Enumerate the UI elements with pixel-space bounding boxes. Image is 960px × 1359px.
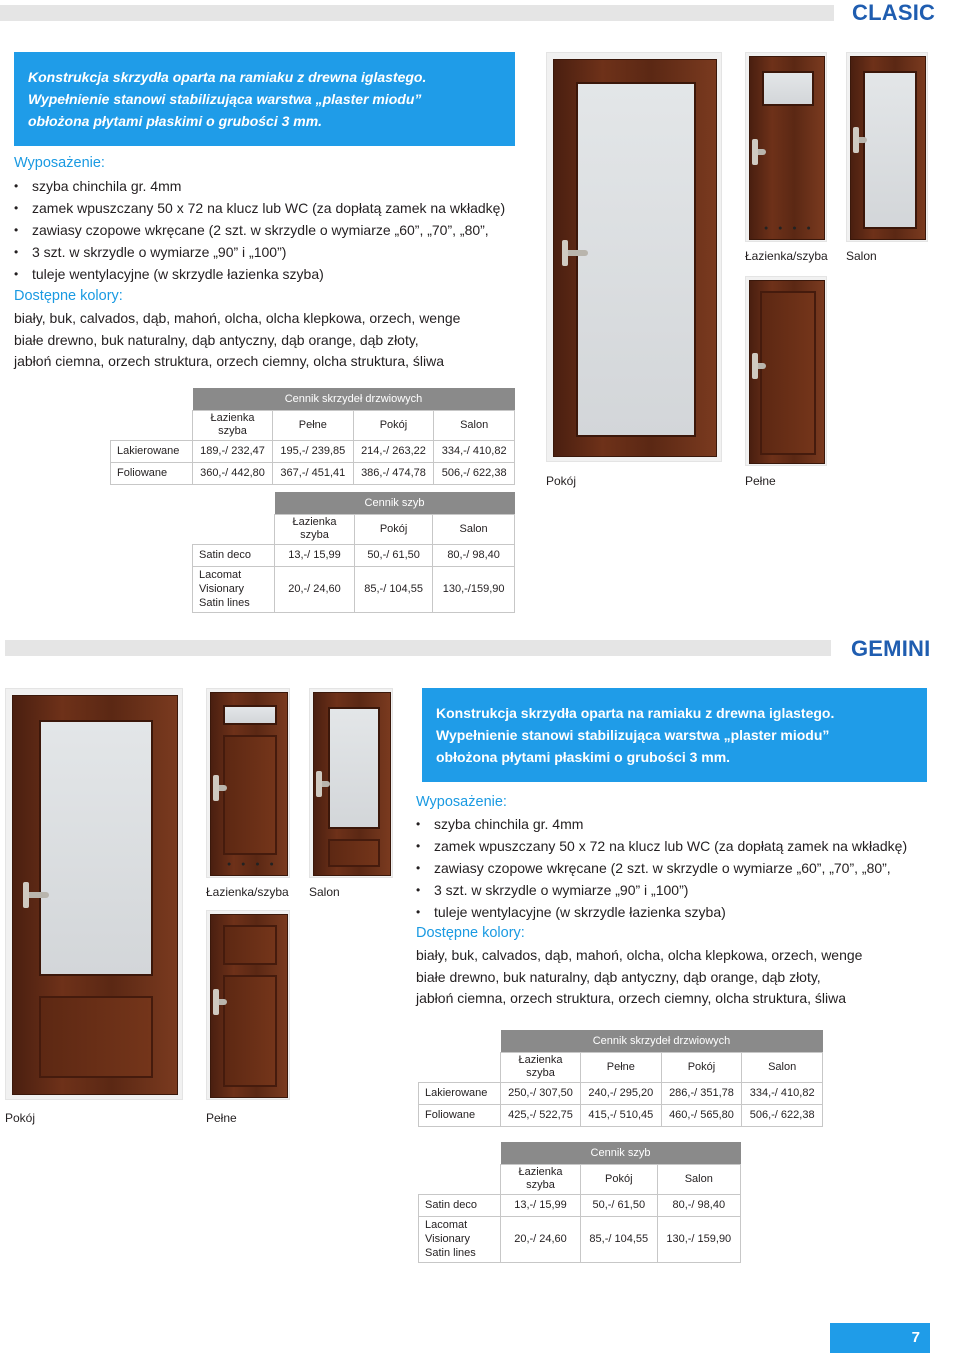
door-handle-icon — [213, 785, 227, 791]
table-cell: 50,-/ 61,50 — [355, 544, 433, 566]
column-header: Łazienka szyba — [275, 514, 355, 544]
clasic-colors — [14, 308, 524, 373]
table-cell: 214,-/ 263,22 — [353, 440, 434, 462]
table-row — [419, 1104, 823, 1126]
clasic-intro-line: obłożona płytami płaskimi o grubości 3 mm. — [28, 113, 323, 129]
clasic-door-photo-salon — [846, 52, 928, 242]
caption-pelne: Pełne — [745, 474, 776, 488]
door-image — [313, 692, 391, 876]
page-number: 7 — [830, 1323, 930, 1353]
clasic-door-photo-lazienka — [745, 52, 827, 242]
table-row — [111, 462, 515, 484]
list-item: • szyba chinchila gr. 4mm — [14, 175, 524, 197]
table-cell: 415,-/ 510,45 — [581, 1104, 662, 1126]
glass-pane — [223, 705, 277, 725]
list-item: • szyba chinchila gr. 4mm — [416, 813, 936, 835]
table-cell: 80,-/ 98,40 — [433, 544, 515, 566]
clasic-door-photo-pokoj — [546, 52, 722, 462]
door-handle-icon — [853, 137, 867, 143]
column-header: Salon — [433, 514, 515, 544]
caption-salon: Salon — [309, 885, 340, 899]
vent-icon: ● ● ● ● — [227, 861, 278, 868]
door-panel — [223, 975, 277, 1087]
row-label: Lakierowane — [419, 1082, 501, 1104]
table-caption: Cennik skrzydeł drzwiowych — [193, 388, 515, 410]
table-row — [193, 566, 515, 612]
caption-pokoj: Pokój — [5, 1111, 36, 1125]
column-header: Salon — [742, 1052, 823, 1082]
row-label: Foliowane — [111, 462, 193, 484]
list-item-cont: • 3 szt. w skrzydle o wymiarze „90” i „100”) — [416, 879, 936, 901]
table-cell: 334,-/ 410,82 — [434, 440, 515, 462]
table-cell: 334,-/ 410,82 — [742, 1082, 823, 1104]
table-cell: 506,-/ 622,38 — [434, 462, 515, 484]
column-header: Pełne — [581, 1052, 662, 1082]
colors-line: białe drewno, buk naturalny, dąb antyczny, dąb orange, dąb złoty, — [416, 968, 821, 985]
table-cell: 240,-/ 295,20 — [581, 1082, 662, 1104]
list-item: • zawiasy czopowe wkręcane (2 szt. w skrzydle o wymiarze „60”, „70”, „80”, — [14, 219, 524, 241]
table-cell: 360,-/ 442,80 — [193, 462, 273, 484]
list-item-cont: • 3 szt. w skrzydle o wymiarze „90” i „100”) — [14, 241, 524, 263]
row-label: Foliowane — [419, 1104, 501, 1126]
column-header: Pokój — [355, 514, 433, 544]
gemini-title: GEMINI — [851, 636, 931, 661]
clasic-colors-heading: Dostępne kolory: — [14, 288, 123, 304]
door-image — [12, 695, 178, 1095]
door-image — [210, 692, 288, 876]
table-cell: 250,-/ 307,50 — [501, 1082, 581, 1104]
gemini-colors-heading: Dostępne kolory: — [416, 925, 525, 941]
glass-pane — [328, 707, 380, 829]
door-handle-icon — [752, 149, 766, 155]
table-cell: 130,-/159,90 — [433, 566, 515, 612]
door-image — [749, 280, 825, 464]
clasic-intro-line: Wypełnienie stanowi stabilizująca warstwa „plaster miodu” — [28, 91, 422, 107]
table-caption: Cennik szyb — [501, 1142, 741, 1164]
colors-line: białe drewno, buk naturalny, dąb antyczny, dąb orange, dąb złoty, — [14, 331, 419, 348]
gemini-intro-line: obłożona płytami płaskimi o grubości 3 mm. — [436, 749, 731, 765]
table-cell: 20,-/ 24,60 — [275, 566, 355, 612]
caption-pokoj: Pokój — [546, 474, 577, 488]
row-label: Satin deco — [419, 1194, 501, 1216]
clasic-title: CLASIC — [852, 0, 936, 25]
gemini-equipment-list — [416, 813, 936, 923]
divider-bar — [5, 640, 831, 656]
list-item: • zawiasy czopowe wkręcane (2 szt. w skrzydle o wymiarze „60”, „70”, „80”, — [416, 857, 936, 879]
door-handle-icon — [752, 363, 766, 369]
door-handle-icon — [316, 781, 330, 787]
column-header: Pokój — [661, 1052, 742, 1082]
door-image — [553, 59, 717, 457]
caption-lazienka: Łazienka/szyba — [206, 885, 289, 899]
glass-pane — [762, 71, 814, 106]
gemini-equipment-heading: Wyposażenie: — [416, 794, 507, 810]
table-cell: 286,-/ 351,78 — [661, 1082, 742, 1104]
table-caption: Cennik szyb — [275, 492, 515, 514]
column-header: Pokój — [353, 410, 434, 440]
glass-pane — [576, 82, 696, 437]
column-header: Salon — [434, 410, 515, 440]
column-header: Salon — [657, 1164, 740, 1194]
table-row — [419, 1082, 823, 1104]
column-header: Łazienka szyba — [193, 410, 273, 440]
table-cell: 85,-/ 104,55 — [581, 1216, 658, 1262]
list-item: • tuleje wentylacyjne (w skrzydle łazienka szyba) — [14, 263, 524, 285]
row-label: Lacomat Visionary Satin lines — [193, 566, 275, 612]
door-panel — [760, 291, 816, 455]
gemini-door-photo-pelne — [206, 910, 290, 1100]
door-handle-icon — [213, 999, 227, 1005]
gemini-door-photo-salon — [309, 688, 393, 878]
door-panel — [223, 735, 277, 855]
table-cell: 130,-/ 159,90 — [657, 1216, 740, 1262]
table-cell: 20,-/ 24,60 — [501, 1216, 581, 1262]
table-cell: 367,-/ 451,41 — [273, 462, 354, 484]
door-panel — [223, 925, 277, 965]
glass-pane — [39, 720, 153, 976]
vent-icon: ● ● ● ● — [764, 225, 815, 232]
clasic-intro-line: Konstrukcja skrzydła oparta na ramiaku z drewna iglastego. — [28, 69, 427, 85]
clasic-equipment-list — [14, 175, 524, 285]
table-cell: 50,-/ 61,50 — [581, 1194, 658, 1216]
door-handle-icon — [23, 892, 49, 898]
gemini-colors — [416, 945, 936, 1010]
table-cell: 425,-/ 522,75 — [501, 1104, 581, 1126]
table-caption: Cennik skrzydeł drzwiowych — [501, 1030, 823, 1052]
column-header: Pokój — [581, 1164, 658, 1194]
table-cell: 80,-/ 98,40 — [657, 1194, 740, 1216]
colors-line: jabłoń ciemna, orzech struktura, orzech ciemny, olcha struktura, śliwa — [14, 353, 445, 369]
table-cell: 460,-/ 565,80 — [661, 1104, 742, 1126]
caption-salon: Salon — [846, 249, 877, 263]
door-panel — [39, 996, 153, 1078]
table-row — [419, 1194, 741, 1216]
clasic-intro-box — [14, 52, 515, 146]
table-cell: 189,-/ 232,47 — [193, 440, 273, 462]
door-handle-icon — [562, 250, 588, 256]
gemini-intro-box — [422, 688, 927, 782]
gemini-glass-price-table — [418, 1142, 741, 1263]
clasic-glass-price-table — [192, 492, 515, 613]
door-image — [210, 914, 288, 1098]
caption-lazienka: Łazienka/szyba — [745, 249, 828, 263]
glass-pane — [863, 71, 917, 229]
column-header: Pełne — [273, 410, 354, 440]
caption-pelne: Pełne — [206, 1111, 237, 1125]
table-row — [193, 544, 515, 566]
door-image — [749, 56, 825, 240]
colors-line: biały, buk, calvados, dąb, mahoń, olcha, olcha klepkowa, orzech, wenge — [416, 947, 863, 963]
list-item: • zamek wpuszczany 50 x 72 na klucz lub WC (za dopłatą zamek na wkładkę) — [416, 835, 936, 857]
door-panel — [328, 839, 380, 867]
table-cell: 386,-/ 474,78 — [353, 462, 434, 484]
colors-line: jabłoń ciemna, orzech struktura, orzech ciemny, olcha struktura, śliwa — [416, 990, 847, 1006]
gemini-door-photo-lazienka — [206, 688, 290, 878]
top-bar — [0, 5, 834, 21]
table-cell: 195,-/ 239,85 — [273, 440, 354, 462]
row-label: Lakierowane — [111, 440, 193, 462]
list-item: • zamek wpuszczany 50 x 72 na klucz lub WC (za dopłatą zamek na wkładkę) — [14, 197, 524, 219]
row-label: Lacomat Visionary Satin lines — [419, 1216, 501, 1262]
door-image — [850, 56, 926, 240]
column-header: Łazienka szyba — [501, 1052, 581, 1082]
clasic-door-photo-pelne — [745, 276, 827, 466]
gemini-intro-line: Wypełnienie stanowi stabilizująca warstwa „plaster miodu” — [436, 727, 830, 743]
table-cell: 506,-/ 622,38 — [742, 1104, 823, 1126]
table-row — [419, 1216, 741, 1262]
gemini-door-price-table — [418, 1030, 823, 1127]
table-cell: 13,-/ 15,99 — [501, 1194, 581, 1216]
gemini-door-photo-pokoj — [5, 688, 183, 1100]
gemini-intro-line: Konstrukcja skrzydła oparta na ramiaku z drewna iglastego. — [436, 705, 835, 721]
column-header: Łazienka szyba — [501, 1164, 581, 1194]
table-row — [111, 440, 515, 462]
table-cell: 85,-/ 104,55 — [355, 566, 433, 612]
list-item: • tuleje wentylacyjne (w skrzydle łazienka szyba) — [416, 901, 936, 923]
clasic-equipment-heading: Wyposażenie: — [14, 155, 105, 171]
colors-line: biały, buk, calvados, dąb, mahoń, olcha, olcha klepkowa, orzech, wenge — [14, 310, 461, 326]
table-cell: 13,-/ 15,99 — [275, 544, 355, 566]
row-label: Satin deco — [193, 544, 275, 566]
clasic-door-price-table — [110, 388, 515, 485]
